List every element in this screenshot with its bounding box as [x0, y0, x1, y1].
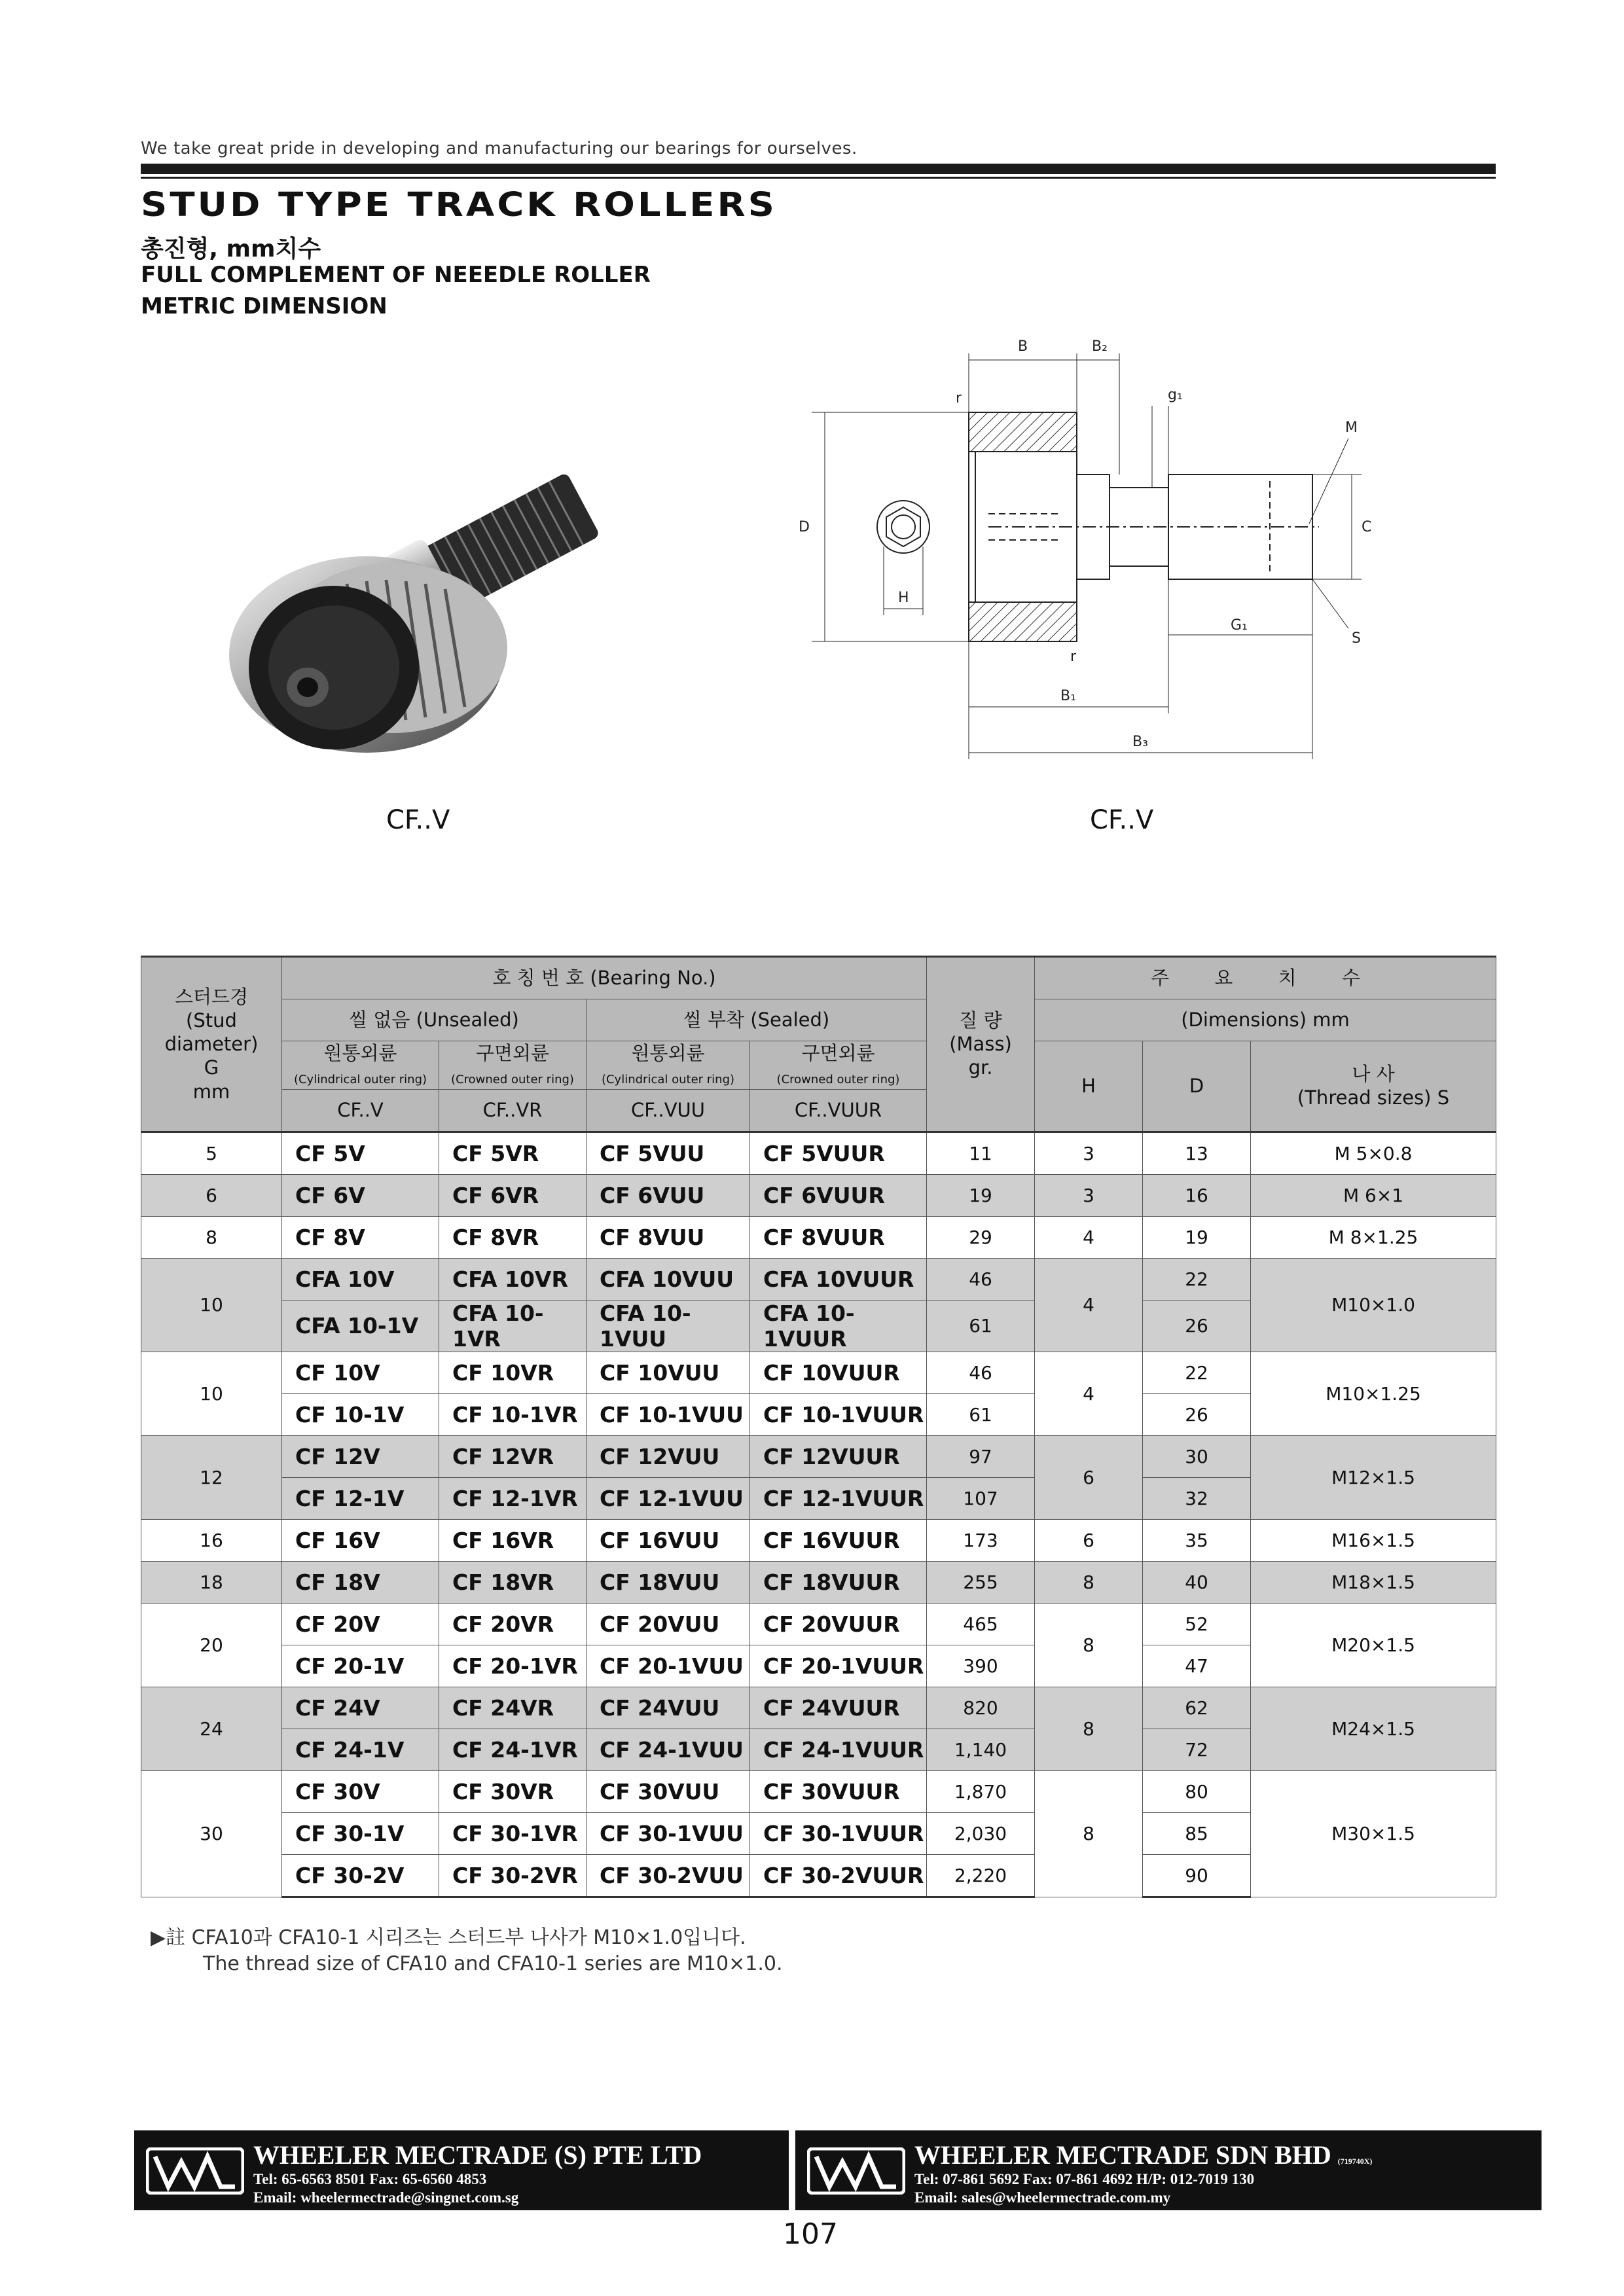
header-cyl-2-en: (Cylindrical outer ring) [601, 1073, 735, 1087]
subtitle-dimension: METRIC DIMENSION [141, 293, 388, 319]
wm-logo-icon [146, 2147, 244, 2195]
cell-d: 35 [1143, 1519, 1251, 1561]
subtitle-korean: 총진형, mm치수 [141, 236, 321, 262]
cell-cfv: CFA 10-1V [282, 1300, 439, 1352]
cell-cfvuu: CF 24VUU [586, 1687, 750, 1729]
cell-thread: M 6×1 [1251, 1174, 1496, 1216]
cell-cfv: CF 18V [282, 1561, 439, 1603]
cell-thread: M24×1.5 [1251, 1687, 1496, 1770]
cell-cfvuu: CF 6VUU [586, 1174, 750, 1216]
cell-cfvuu: CF 24-1VUU [586, 1729, 750, 1770]
cell-d: 52 [1143, 1603, 1251, 1645]
cell-mass: 465 [927, 1603, 1035, 1645]
cell-cfvr: CF 8VR [439, 1216, 586, 1258]
cell-cfv: CF 24V [282, 1687, 439, 1729]
label-s: S [1352, 630, 1361, 647]
cell-cfv: CF 30-2V [282, 1854, 439, 1897]
header-cyl-1-en: (Cylindrical outer ring) [293, 1073, 427, 1087]
cell-cfvr: CF 24VR [439, 1687, 586, 1729]
cell-g: 30 [141, 1770, 282, 1897]
header-cyl-2: 원통외륜 (Cylindrical outer ring) [586, 1041, 750, 1090]
cell-mass: 390 [927, 1645, 1035, 1687]
cell-cfv: CF 12-1V [282, 1477, 439, 1519]
cell-thread: M10×1.0 [1251, 1258, 1496, 1352]
cell-mass: 1,140 [927, 1729, 1035, 1770]
cell-mass: 61 [927, 1393, 1035, 1435]
cell-cfvuur: CF 8VUUR [750, 1216, 927, 1258]
cell-cfvr: CF 30VR [439, 1770, 586, 1812]
table-row [141, 1687, 1496, 1729]
cell-cfvr: CF 5VR [439, 1132, 586, 1174]
cell-cfvuur: CFA 10-1VUUR [750, 1300, 927, 1352]
header-dimensions-en: (Dimensions) mm [1035, 999, 1496, 1041]
label-c: C [1362, 519, 1372, 535]
cell-cfvuu: CFA 10-1VUU [586, 1300, 750, 1352]
cell-d: 22 [1143, 1258, 1251, 1300]
cell-g: 8 [141, 1216, 282, 1258]
header-rule [141, 164, 1496, 174]
cell-thread: M30×1.5 [1251, 1770, 1496, 1897]
cell-h: 8 [1035, 1687, 1143, 1770]
footer-malaysia [795, 2130, 1542, 2210]
cell-cfvr: CF 10VR [439, 1352, 586, 1393]
cell-cfvuu: CF 18VUU [586, 1561, 750, 1603]
cell-cfv: CFA 10V [282, 1258, 439, 1300]
cell-h: 6 [1035, 1435, 1143, 1519]
table-row [141, 1174, 1496, 1216]
cell-cfvr: CF 20VR [439, 1603, 586, 1645]
cell-mass: 11 [927, 1132, 1035, 1174]
cell-mass: 29 [927, 1216, 1035, 1258]
cell-cfvuur: CF 12-1VUUR [750, 1477, 927, 1519]
cell-cfvuu: CF 12-1VUU [586, 1477, 750, 1519]
cell-cfv: CF 5V [282, 1132, 439, 1174]
cell-d: 19 [1143, 1216, 1251, 1258]
cell-cfvuur: CF 30-2VUUR [750, 1854, 927, 1897]
cell-thread: M 8×1.25 [1251, 1216, 1496, 1258]
header-cfvuur: CF..VUUR [750, 1089, 927, 1132]
cell-h: 3 [1035, 1132, 1143, 1174]
label-h: H [898, 590, 909, 606]
cell-h: 8 [1035, 1603, 1143, 1687]
cell-cfv: CF 20V [282, 1603, 439, 1645]
cell-d: 85 [1143, 1812, 1251, 1854]
label-b1: B₁ [1060, 688, 1076, 704]
product-photo [229, 432, 648, 785]
cell-cfvuu: CF 5VUU [586, 1132, 750, 1174]
spec-table-body [141, 1132, 1496, 1897]
cell-thread: M12×1.5 [1251, 1435, 1496, 1519]
cell-cfv: CF 10V [282, 1352, 439, 1393]
cell-cfvr: CFA 10VR [439, 1258, 586, 1300]
cell-cfvuur: CFA 10VUUR [750, 1258, 927, 1300]
drawing-caption: CF..V [1090, 805, 1154, 835]
cell-g: 12 [141, 1435, 282, 1519]
cell-mass: 107 [927, 1477, 1035, 1519]
header-bearing-no: 호 칭 번 호 (Bearing No.) [282, 957, 927, 999]
cell-mass: 19 [927, 1174, 1035, 1216]
cell-cfvuur: CF 5VUUR [750, 1132, 927, 1174]
note-english: The thread size of CFA10 and CFA10-1 series are M10×1.0. [203, 1952, 783, 1975]
header-thread: 나 사 (Thread sizes) S [1251, 1041, 1496, 1132]
table-row [141, 1519, 1496, 1561]
footer-right-reg: (719740X) [1337, 2157, 1373, 2166]
label-m: M [1345, 420, 1358, 436]
cell-cfvuur: CF 24-1VUUR [750, 1729, 927, 1770]
cell-cfvuu: CF 12VUU [586, 1435, 750, 1477]
cell-g: 5 [141, 1132, 282, 1174]
cell-cfvuu: CF 20VUU [586, 1603, 750, 1645]
cell-cfvuu: CF 10-1VUU [586, 1393, 750, 1435]
cell-cfvuu: CF 20-1VUU [586, 1645, 750, 1687]
footer-right-company: WHEELER MECTRADE SDN BHD (719740X) [914, 2140, 1373, 2170]
header-d: D [1143, 1041, 1251, 1132]
cell-d: 72 [1143, 1729, 1251, 1770]
cell-cfvuu: CF 30-1VUU [586, 1812, 750, 1854]
cell-thread: M18×1.5 [1251, 1561, 1496, 1603]
cell-cfvr: CF 12-1VR [439, 1477, 586, 1519]
cell-cfvr: CF 24-1VR [439, 1729, 586, 1770]
cell-cfv: CF 20-1V [282, 1645, 439, 1687]
cell-mass: 61 [927, 1300, 1035, 1352]
cell-cfvuur: CF 10VUUR [750, 1352, 927, 1393]
footer-left-company: WHEELER MECTRADE (S) PTE LTD [253, 2140, 702, 2170]
cell-d: 40 [1143, 1561, 1251, 1603]
label-b2: B₂ [1092, 338, 1108, 355]
header-crown-1: 구면외륜 (Crowned outer ring) [439, 1041, 586, 1090]
cell-thread: M20×1.5 [1251, 1603, 1496, 1687]
cell-cfvr: CFA 10-1VR [439, 1300, 586, 1352]
cell-g: 10 [141, 1258, 282, 1352]
cell-d: 16 [1143, 1174, 1251, 1216]
cell-mass: 2,220 [927, 1854, 1035, 1897]
footer-singapore [134, 2130, 789, 2210]
cell-mass: 2,030 [927, 1812, 1035, 1854]
cell-mass: 46 [927, 1258, 1035, 1300]
cell-cfvuu: CF 30-2VUU [586, 1854, 750, 1897]
cell-thread: M 5×0.8 [1251, 1132, 1496, 1174]
cell-cfvuur: CF 6VUUR [750, 1174, 927, 1216]
cell-d: 32 [1143, 1477, 1251, 1519]
cell-mass: 97 [927, 1435, 1035, 1477]
cell-cfvuur: CF 30-1VUUR [750, 1812, 927, 1854]
table-row [141, 1352, 1496, 1393]
cell-h: 4 [1035, 1258, 1143, 1352]
note-korean: ▶註 CFA10과 CFA10-1 시리즈는 스터드부 나사가 M10×1.0입니다. [151, 1926, 746, 1949]
cell-cfvr: CF 10-1VR [439, 1393, 586, 1435]
header-mass: 질 량 (Mass) gr. [927, 957, 1035, 1132]
header-cfvr: CF..VR [439, 1089, 586, 1132]
table-row [141, 1770, 1496, 1812]
label-b: B [1018, 338, 1028, 355]
footer-left-email[interactable]: Email: wheelermectrade@singnet.com.sg [253, 2189, 519, 2206]
label-r-bottom: r [1070, 649, 1077, 665]
cell-cfv: CF 10-1V [282, 1393, 439, 1435]
header-crown-2: 구면외륜 (Crowned outer ring) [750, 1041, 927, 1090]
table-row [141, 1132, 1496, 1174]
cell-cfvuu: CF 10VUU [586, 1352, 750, 1393]
footer-left-tel: Tel: 65-6563 8501 Fax: 65-6560 4853 [253, 2171, 487, 2187]
cell-g: 10 [141, 1352, 282, 1435]
cell-mass: 820 [927, 1687, 1035, 1729]
cell-cfvuu: CF 16VUU [586, 1519, 750, 1561]
cell-d: 62 [1143, 1687, 1251, 1729]
cell-cfv: CF 6V [282, 1174, 439, 1216]
cell-cfvuur: CF 20VUUR [750, 1603, 927, 1645]
cell-cfvuur: CF 18VUUR [750, 1561, 927, 1603]
cell-cfv: CF 24-1V [282, 1729, 439, 1770]
cell-cfvuu: CFA 10VUU [586, 1258, 750, 1300]
cell-cfv: CF 16V [282, 1519, 439, 1561]
cell-cfvuur: CF 12VUUR [750, 1435, 927, 1477]
page-number: 107 [783, 2217, 838, 2251]
cell-mass: 255 [927, 1561, 1035, 1603]
cell-thread: M10×1.25 [1251, 1352, 1496, 1435]
label-g1: g₁ [1168, 387, 1183, 403]
cell-d: 47 [1143, 1645, 1251, 1687]
footer-right-tel: Tel: 07-861 5692 Fax: 07-861 4692 H/P: 012-7019 130 [914, 2171, 1255, 2187]
label-g1-length: G₁ [1231, 617, 1248, 634]
cell-mass: 1,870 [927, 1770, 1035, 1812]
cell-h: 4 [1035, 1216, 1143, 1258]
technical-drawing [772, 327, 1460, 798]
header-h: H [1035, 1041, 1143, 1132]
cell-h: 8 [1035, 1561, 1143, 1603]
cell-h: 4 [1035, 1352, 1143, 1435]
cell-cfvr: CF 18VR [439, 1561, 586, 1603]
cell-cfvuur: CF 30VUUR [750, 1770, 927, 1812]
table-row [141, 1258, 1496, 1300]
header-stud-diameter: 스터드경 (Stud diameter) G mm [141, 957, 282, 1132]
cell-cfv: CF 30V [282, 1770, 439, 1812]
cell-cfvr: CF 6VR [439, 1174, 586, 1216]
header-sealed: 씰 부착 (Sealed) [586, 999, 927, 1041]
cell-mass: 46 [927, 1352, 1035, 1393]
table-row [141, 1216, 1496, 1258]
cell-d: 30 [1143, 1435, 1251, 1477]
header-rule-thin [141, 177, 1496, 179]
cell-cfvr: CF 30-2VR [439, 1854, 586, 1897]
cell-g: 16 [141, 1519, 282, 1561]
cell-cfvuur: CF 16VUUR [750, 1519, 927, 1561]
cell-cfv: CF 30-1V [282, 1812, 439, 1854]
header-cfvuu: CF..VUU [586, 1089, 750, 1132]
cell-cfvr: CF 12VR [439, 1435, 586, 1477]
label-d: D [799, 519, 810, 535]
label-r-top: r [956, 390, 962, 406]
subtitle-roller-type: FULL COMPLEMENT OF NEEEDLE ROLLER [141, 262, 651, 288]
cell-cfv: CF 8V [282, 1216, 439, 1258]
table-row [141, 1435, 1496, 1477]
cell-h: 8 [1035, 1770, 1143, 1897]
photo-caption: CF..V [386, 805, 450, 835]
cell-d: 90 [1143, 1854, 1251, 1897]
cell-cfvr: CF 30-1VR [439, 1812, 586, 1854]
cell-cfvuur: CF 10-1VUUR [750, 1393, 927, 1435]
label-b3: B₃ [1132, 734, 1148, 750]
tagline: We take great pride in developing and manufacturing our bearings for ourselves. [141, 139, 857, 158]
cell-d: 80 [1143, 1770, 1251, 1812]
cell-d: 13 [1143, 1132, 1251, 1174]
header-crown-1-en: (Crowned outer ring) [451, 1073, 574, 1087]
cell-g: 24 [141, 1687, 282, 1770]
cell-thread: M16×1.5 [1251, 1519, 1496, 1561]
cell-g: 18 [141, 1561, 282, 1603]
spec-table [141, 956, 1496, 1898]
cell-d: 26 [1143, 1393, 1251, 1435]
header-crown-2-en: (Crowned outer ring) [776, 1073, 900, 1087]
cell-cfvuu: CF 8VUU [586, 1216, 750, 1258]
header-dimensions: 주 요 치 수 [1035, 957, 1496, 999]
header-cfv: CF..V [282, 1089, 439, 1132]
table-row [141, 1603, 1496, 1645]
header-unsealed: 씰 없음 (Unsealed) [282, 999, 586, 1041]
header-cyl-1: 원통외륜 (Cylindrical outer ring) [282, 1041, 439, 1090]
cell-d: 26 [1143, 1300, 1251, 1352]
cell-g: 20 [141, 1603, 282, 1687]
cell-d: 22 [1143, 1352, 1251, 1393]
cell-cfvuur: CF 24VUUR [750, 1687, 927, 1729]
footer-right-email[interactable]: Email: sales@wheelermectrade.com.my [914, 2189, 1171, 2206]
cell-g: 6 [141, 1174, 282, 1216]
cell-cfv: CF 12V [282, 1435, 439, 1477]
cell-cfvr: CF 16VR [439, 1519, 586, 1561]
cell-cfvuu: CF 30VUU [586, 1770, 750, 1812]
cell-cfvr: CF 20-1VR [439, 1645, 586, 1687]
cell-h: 3 [1035, 1174, 1143, 1216]
cell-mass: 173 [927, 1519, 1035, 1561]
table-row [141, 1561, 1496, 1603]
page-title: STUD TYPE TRACK ROLLERS [141, 186, 777, 224]
cell-cfvuur: CF 20-1VUUR [750, 1645, 927, 1687]
wm-logo-icon [807, 2147, 905, 2195]
cell-h: 6 [1035, 1519, 1143, 1561]
